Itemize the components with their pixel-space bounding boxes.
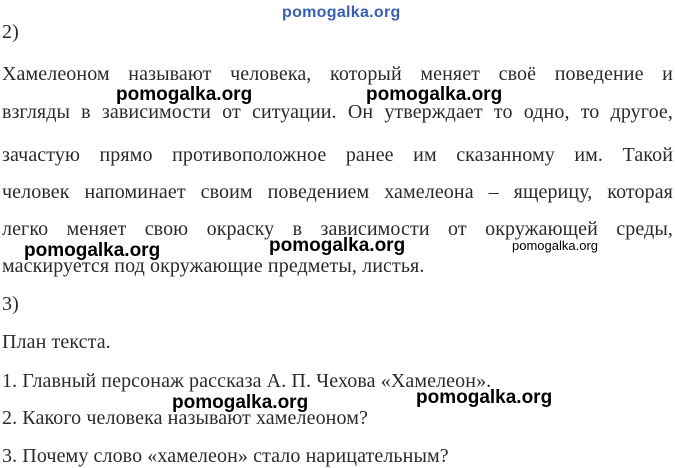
plan-item-1: 1. Главный персонаж рассказа А. П. Чехова «Хамелеон». [2,370,492,392]
paragraph-line-6: маскируется под окружающие предметы, листья. [2,255,425,277]
section-2-number: 2) [2,21,19,43]
watermark: pomogalka.org [366,84,503,105]
paragraph-line-1: Хамелеоном называют человека, который меняет своё поведение и [2,63,673,85]
watermark: pomogalka.org [116,84,253,105]
watermark: pomogalka.org [269,235,406,256]
plan-item-2: 2. Какого человека называют хамелеоном? [2,407,368,429]
watermark: pomogalka.org [416,387,553,408]
watermark: pomogalka.org [24,240,161,261]
paragraph-line-2: взгляды в зависимости от ситуации. Он утверждает то одно, то другое, [2,101,673,123]
watermark: pomogalka.org [512,238,598,253]
watermark-top: pomogalka.org [282,4,401,21]
paragraph-line-3: зачастую прямо противоположное ранее им сказанному им. Такой [2,144,673,166]
plan-heading: План текста. [2,331,111,353]
paragraph-line-4: человек напоминает своим поведением хамелеона – ящерицу, которая [2,181,673,203]
plan-item-3: 3. Почему слово «хамелеон» стало нарицательным? [2,445,449,467]
paragraph-line-5: легко меняет свою окраску в зависимости от окружающей среды, [2,218,673,240]
watermark: pomogalka.org [172,392,309,413]
section-3-number: 3) [2,293,19,315]
